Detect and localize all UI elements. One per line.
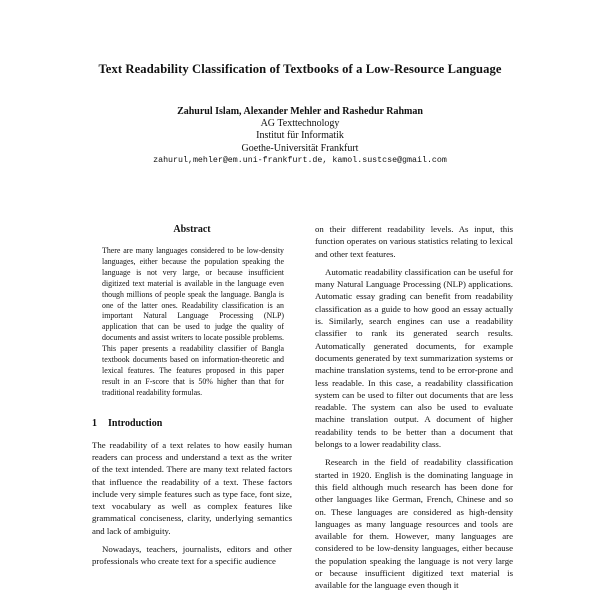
section-heading-introduction	[92, 418, 292, 429]
author-block	[0, 106, 600, 167]
intro-paragraph-1: The readability of a text relates to how easily human readers can process and understand a text as the writer of the text intended. There are many text related factors that influence the readability of a text. These factors include very simple features such as type face, font size, text vocabulary as well as complex features like grammatical conciseness, clarity, underlying semantics and lack of ambiguity.	[92, 439, 292, 536]
author-emails: zahurul,mehler@em.uni-frankfurt.de, kamol.sustcse@gmail.com	[153, 155, 447, 165]
right-paragraph-3: Research in the field of readability classification started in 1920. English is the dominating language in this field although much research has been done for other languages like German, French, Chinese and so on. These languages are considered as high-density languages as many language resources and tools are available for them. However, many languages are considered to be low-density languages, either because the population speaking the language is not very large or because insufficient digitized text material is available for the language even though it	[315, 457, 513, 591]
affiliation-university: Goethe-Universität Frankfurt	[241, 142, 359, 154]
abstract-body	[102, 246, 284, 399]
intro-paragraph-2: Nowadays, teachers, journalists, editors and other professionals who create text for a specific audience	[92, 544, 292, 567]
right-paragraph-2: Automatic readability classification can be useful for many Natural Language Processing (NLP) applications. Automatic essay grading can benefit from readability classification as a guide to how good an essay actually is. Similarly, search engines can use a readability classifier to rank its generated search results. Automatically generated documents, for example documents generated by text summarization systems or machine translation systems, tend to be error-prone and less readable. In this case, a readability classification system can be used to filter out documents that are less readable. The system can also be used to evaluate machine translation output. A document of higher readability tends to be better than a document that belongs to a lower readability class.	[315, 266, 513, 450]
right-column	[315, 223, 513, 592]
author-names: Zahurul Islam, Alexander Mehler and Rashedur Rahman	[177, 106, 423, 117]
affiliation-group: AG Texttechnology	[260, 118, 340, 130]
affiliation-institute: Institut für Informatik	[256, 130, 344, 142]
paper-title: Text Readability Classification of Textbooks of a Low-Resource Language	[98, 62, 502, 76]
section-title: Introduction	[108, 417, 163, 429]
section-number: 1	[92, 417, 97, 429]
right-paragraph-1: on their different readability levels. As input, this function operates on various statistics relating to lexical and other text features.	[315, 224, 513, 259]
left-column	[92, 224, 292, 568]
abstract-heading: Abstract	[173, 224, 211, 235]
abstract-text: There are many languages considered to be low-density languages, either because the population speaking the language is not very large, or because insufficient digitized text material is available in the language even though millions of people speak the language. Bangla is one of the latter ones. Readability classification is an important Natural Language Processing (NLP) application that can be used to judge the quality of documents and assist writers to locate possible problems. This paper presents a readability classifier of Bangla textbook documents based on information-theoretic and lexical features. The features proposed in this paper result in an F-score that is 50% higher than that for traditional readability formulas.	[102, 246, 284, 397]
